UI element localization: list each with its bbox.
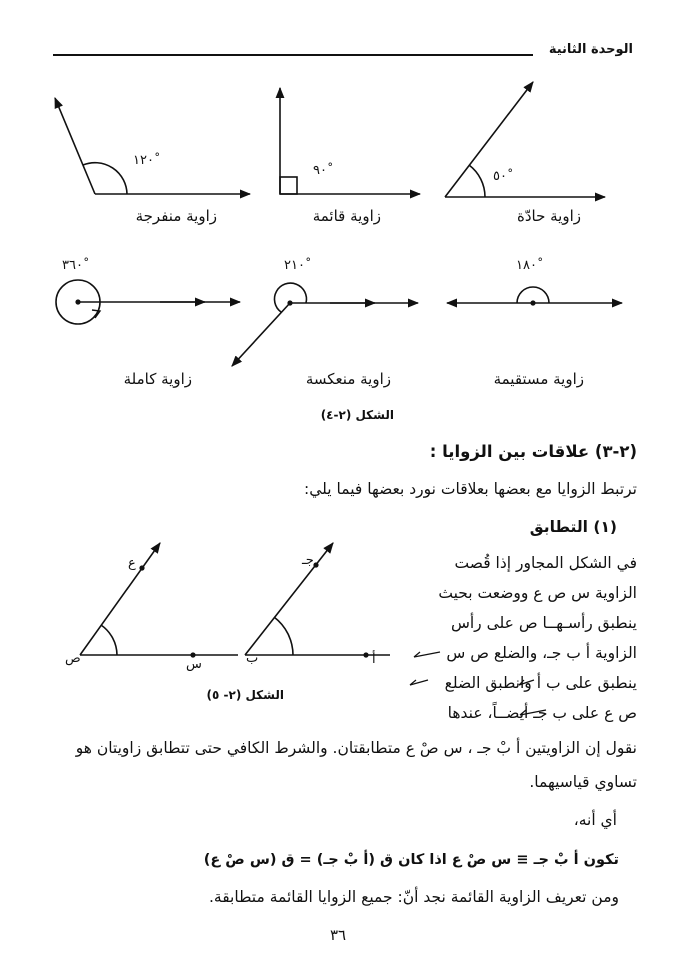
para-line: الزاوية أ ب جـ، والضلع ص س [446, 644, 637, 662]
full-angle-figure [56, 280, 240, 324]
subheading-congruence: (١) التطابق [529, 518, 617, 536]
acute-angle-figure [445, 82, 605, 197]
conclusion-line-1: نقول إن الزاويتين أ بْ جـ ، س صْ ع متطابقتان. والشرط الكافي حتى تتطابق زاويتان هو [75, 739, 637, 757]
acute-degree: ٥٠ْ [493, 169, 507, 184]
vertex-label-sad: ص [65, 651, 81, 666]
para-line: ص ع على ب جـ أيضــاً، عندها [447, 704, 637, 722]
figure-4-caption: الشكل (٢-٤) [320, 408, 394, 422]
para-line: ينطبق على ب أ وانطبق الضلع [444, 674, 637, 692]
ie-line: أي أنه، [573, 811, 617, 829]
page-number: ٣٦ [330, 926, 347, 944]
point-label-jim: جـ [302, 553, 314, 568]
point-label-sin: س [186, 657, 202, 672]
congruence-formula: تكون أ بْ جـ ≡ س صْ ع اذا كان ق (أ بْ جـ) = ق (س صْ ع) [203, 852, 619, 868]
obtuse-label: زاوية منفرجة [135, 207, 217, 225]
reflex-angle-figure [232, 283, 418, 366]
obtuse-degree: ١٢٠ْ [133, 153, 154, 168]
reflex-label: زاوية منعكسة [305, 370, 391, 388]
straight-degree: ١٨٠ْ [516, 258, 537, 273]
section-heading: (٢-٣) علاقات بين الزوايا : [429, 442, 637, 461]
para-line: ينطبق رأسـهــا ص على رأس [450, 614, 637, 632]
point-label-alif: أ [372, 652, 376, 667]
right-degree: ٩٠ْ [313, 163, 327, 178]
acute-label: زاوية حادّة [516, 207, 581, 225]
congruence-angle-abc [245, 543, 390, 655]
point-label-ain: ع [128, 556, 136, 571]
full-degree: ٣٦٠ْ [62, 258, 83, 273]
right-label: زاوية قائمة [312, 207, 381, 225]
figure-5-caption: الشكل (٢- ٥) [206, 688, 284, 702]
obtuse-angle-figure [55, 98, 250, 194]
para-line: الزاوية س ص ع ووضعت بحيث [438, 584, 637, 602]
conclusion-line-2: تساوي قياسيهما. [529, 773, 637, 791]
congruence-angle-xyz [80, 543, 238, 655]
right-angle-figure [280, 88, 420, 194]
section-intro: ترتبط الزوايا مع بعضها بعلاقات نورد بعضها فيما يلي: [304, 480, 637, 498]
full-label: زاوية كاملة [123, 370, 192, 388]
right-angles-statement: ومن تعريف الزاوية القائمة نجد أنّ: جميع الزوايا القائمة متطابقة. [208, 888, 619, 906]
straight-label: زاوية مستقيمة [493, 370, 584, 388]
congruence-paragraph [387, 548, 637, 728]
vertex-label-ba: ب [246, 651, 259, 666]
straight-angle-figure [447, 287, 622, 303]
reflex-degree: ٢١٠ْ [284, 258, 305, 273]
unit-title: الوحدة الثانية [548, 42, 633, 57]
para-line: في الشكل المجاور إذا قُصت [454, 554, 637, 572]
